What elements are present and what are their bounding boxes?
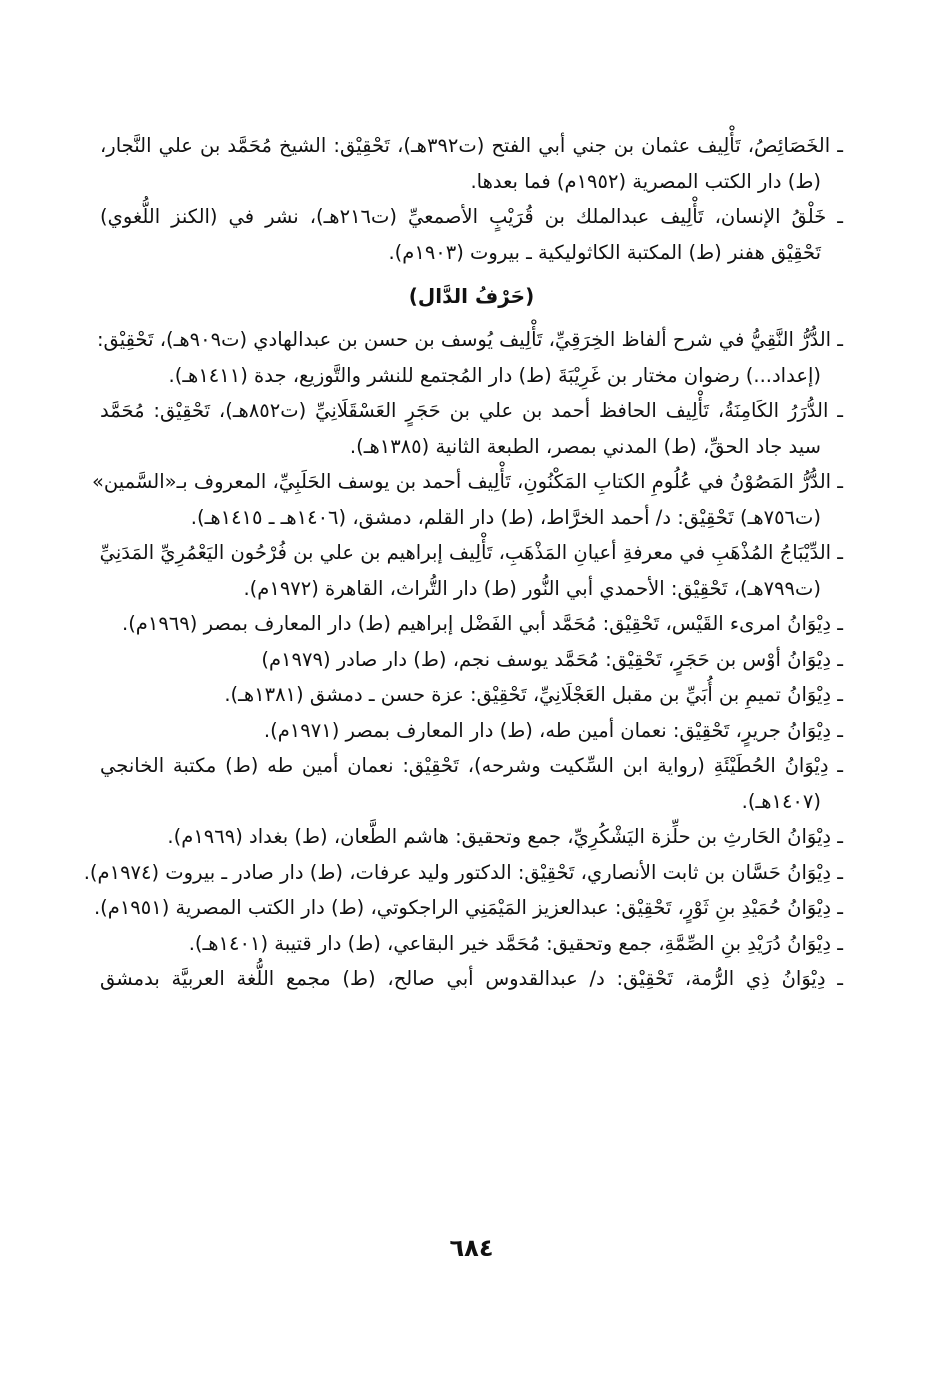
entry-line: ـ دِيْوَانُ حَسَّان بن ثابت الأنصاري، تَحْقِيْق: الدكتور وليد عرفات، (ط) دار صادر ـ بيروت (١٩٧٤م). — [83, 860, 843, 884]
entry-line: ـ دِيْوَانُ تميمِ بن أُبَيِّ بن مقبل العَجْلَانِيِّ، تَحْقِيْق: عزة حسن ـ دمشق (١٣٨١هـ). — [224, 683, 843, 706]
entry-line: ـ دِيْوَانُ ذِي الرُّمة، تَحْقِيْق: د/ عبدالقدوس أبي صالح، (ط) مجمع اللُّغة العربيَّة بدمشق — [100, 967, 843, 990]
bibliography-text — [83, 128, 843, 997]
page-number: ٦٨٤ — [449, 1234, 494, 1262]
entry-line: ـ الدِّيْبَاجُ المُذْهَبِ في معرفةِ أعيانِ المَذْهَبِ، تَأْلِيف إبراهيم بن علي بن فُرْحُون اليَعْمُرِيِّ المَدَنِيِّ — [99, 541, 843, 564]
entry-line: ـ دِيْوَانُ الحَارثِ بن حلِّزة اليَشْكُرِيِّ، جمع وتحقيق: هاشم الطَّعان، (ط) بغداد (١٩٦٩م). — [167, 825, 843, 848]
entry-line: ـ الدُّرَرُ الكَامِنَةُ، تَأْلِيف الحافظ أحمد بن علي بن حَجَرٍ العَسْقَلَانِيِّ (ت٨٥٢هـ)، تَحْقِيْق: مُحَمَّد — [100, 399, 843, 422]
entry-line: ـ خَلْقُ الإنسان، تَأْلِيف عبدالملك بن قُرَيْبٍ الأصمعيِّ (ت٢١٦هـ)، نشر في (الكنز اللُّغوي) — [100, 205, 843, 228]
entry-line: (ت٧٥٦هـ) تَحْقِيْق: د/ أحمد الخرَّاط، (ط) دار القلم، دمشق، (١٤٠٦هـ ـ ١٤١٥هـ). — [190, 505, 821, 529]
entry-line: ـ دِيْوَانُ حُمَيْدِ بنِ ثَوْرٍ، تَحْقِيْق: عبدالعزيز المَيْمَنِي الراجكوتي، (ط) دار الكتب المصرية (١٩٥١م). — [93, 896, 843, 919]
entry-line: (ط) دار الكتب المصرية (١٩٥٢م) فما بعدها. — [470, 169, 821, 193]
entry-line: (ت٧٩٩هـ)، تَحْقِيْق: الأحمدي أبي النُّور (ط) دار التُّراث، القاهرة (١٩٧٢م). — [243, 576, 821, 600]
entry-line: ـ الدُّرُّ المَصُوْنُ في عُلُومِ الكتابِ المَكْنُونِ، تَأْلِيف أحمد بن يوسف الحَلَبِيِّ، المعروف بـ«السَّمين» — [91, 470, 843, 493]
entry-line: ـ دِيْوَانُ الحُطَيْئَةِ (رواية ابن السِّكيت وشرحه)، تَحْقِيْق: نعمان أمين طه (ط) مكتبة الخانجي — [100, 754, 843, 777]
entry-line: ـ دِيْوَانُ جريرٍ، تَحْقِيْق: نعمان أمين طه، (ط) دار المعارف بمصر (١٩٧١م). — [263, 718, 843, 742]
entry-line: ـ دِيْوَانُ امرىء القَيْس، تَحْقِيْق: مُحَمَّد أبي الفَضْل إبراهيم (ط) دار المعارف بمصر (١٩٦٩م). — [122, 612, 843, 635]
entry-line: ـ الدُّرُّ النَّقِيُّ في شرح ألفاظ الخِرَقِيِّ، تَأْلِيف يُوسف بن حسن بن عبدالهادي (ت٩٠٩هـ)، تَحْقِيْق: — [96, 328, 843, 351]
entry-line: (إعداد...) رضوان مختار بن غَرِيْبَةَ (ط) دار المُجتمع للنشر والتَّوزيع، جدة (١٤١١هـ). — [168, 363, 821, 387]
section-heading: (حَرْفُ الدَّال) — [408, 284, 535, 308]
entry-line: ـ الخَصَائِصُ، تَأْلِيف عثمان بن جني أبي الفتح (ت٣٩٢هـ)، تَحْقِيْق: الشيخ مُحَمَّد بن علي النَّجار، — [100, 134, 843, 157]
entry-line: ـ دِيْوَانُ دُرَيْدِ بنِ الصِّمَّةِ، جمع وتحقيق: مُحَمَّد خير البقاعي، (ط) دار قتيبة (١٤٠١هـ). — [188, 931, 843, 955]
entry-line: (١٤٠٧هـ). — [741, 789, 821, 813]
entry-line: تَحْقِيْق هفنر (ط) المكتبة الكاثوليكية ـ بيروت (١٩٠٣م). — [388, 240, 821, 264]
entry-line: سيد جاد الحقِّ، (ط) المدني بمصر، الطبعة الثانية (١٣٨٥هـ). — [349, 434, 821, 458]
entry-line: ـ دِيْوَانُ أوْس بن حَجَرٍ، تَحْقِيْق: مُحَمَّد يوسف نجم، (ط) دار صادر (١٩٧٩م) — [261, 647, 843, 671]
